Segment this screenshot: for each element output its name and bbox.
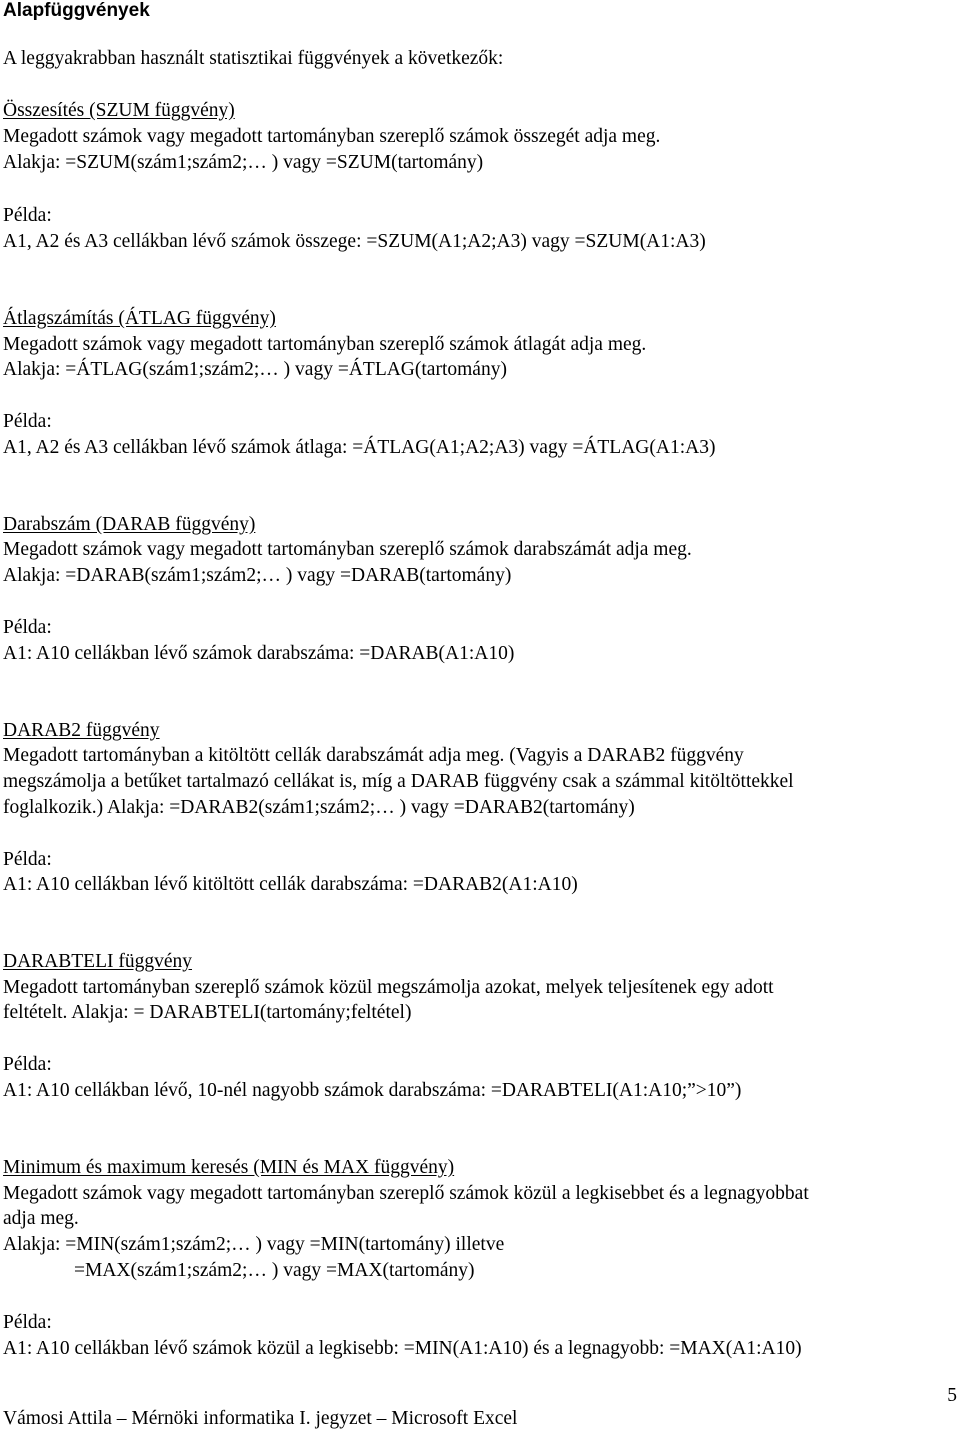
minmax-syntax-min: Alakja: =MIN(szám1;szám2;… ) vagy =MIN(tartomány) illetve bbox=[3, 1234, 505, 1255]
page-footer: Vámosi Attila – Mérnöki informatika I. jegyzet – Microsoft Excel bbox=[3, 1408, 518, 1429]
page-number: 5 bbox=[947, 1385, 957, 1406]
average-description: Megadott számok vagy megadott tartományban szereplő számok átlagát adja meg. bbox=[3, 334, 647, 355]
counta-example-label: Példa: bbox=[3, 849, 52, 870]
counta-description-line-2: megszámolja a betűket tartalmazó cellákat is, míg a DARAB függvény csak a számmal kitöltöttekkel bbox=[3, 771, 794, 792]
sum-example: A1, A2 és A3 cellákban lévő számok összege: =SZUM(A1;A2;A3) vagy =SZUM(A1:A3) bbox=[3, 231, 706, 252]
section-heading-counta: DARAB2 függvény bbox=[3, 720, 160, 741]
counta-description-line-1: Megadott tartományban a kitöltött cellák darabszámát adja meg. (Vagyis a DARAB2 függvény bbox=[3, 745, 744, 766]
section-heading-countif: DARABTELI függvény bbox=[3, 951, 193, 972]
minmax-description-line-2: adja meg. bbox=[3, 1208, 79, 1229]
minmax-description-line-1: Megadott számok vagy megadott tartományban szereplő számok közül a legkisebbet és a legnagyobbat bbox=[3, 1183, 809, 1204]
page-title: Alapfüggvények bbox=[3, 0, 150, 21]
section-heading-sum: Összesítés (SZUM függvény) bbox=[3, 100, 235, 121]
average-example: A1, A2 és A3 cellákban lévő számok átlaga: =ÁTLAG(A1;A2;A3) vagy =ÁTLAG(A1:A3) bbox=[3, 437, 716, 458]
count-description: Megadott számok vagy megadott tartományban szereplő számok darabszámát adja meg. bbox=[3, 539, 692, 560]
counta-example: A1: A10 cellákban lévő kitöltött cellák darabszáma: =DARAB2(A1:A10) bbox=[3, 874, 578, 895]
section-heading-average: Átlagszámítás (ÁTLAG függvény) bbox=[3, 308, 276, 329]
countif-example: A1: A10 cellákban lévő, 10-nél nagyobb számok darabszáma: =DARABTELI(A1:A10;”>10”) bbox=[3, 1080, 742, 1101]
counta-description-line-3: foglalkozik.) Alakja: =DARAB2(szám1;szám2;… ) vagy =DARAB2(tartomány) bbox=[3, 797, 635, 818]
sum-description: Megadott számok vagy megadott tartományban szereplő számok összegét adja meg. bbox=[3, 126, 661, 147]
count-syntax: Alakja: =DARAB(szám1;szám2;… ) vagy =DARAB(tartomány) bbox=[3, 565, 512, 586]
section-heading-minmax: Minimum és maximum keresés (MIN és MAX függvény) bbox=[3, 1157, 455, 1178]
count-example-label: Példa: bbox=[3, 617, 52, 638]
sum-example-label: Példa: bbox=[3, 205, 52, 226]
sum-syntax: Alakja: =SZUM(szám1;szám2;… ) vagy =SZUM(tartomány) bbox=[3, 152, 484, 173]
minmax-syntax-max: =MAX(szám1;szám2;… ) vagy =MAX(tartomány) bbox=[74, 1260, 475, 1281]
countif-description-line-2: feltételt. Alakja: = DARABTELI(tartomány;feltétel) bbox=[3, 1002, 412, 1023]
count-example: A1: A10 cellákban lévő számok darabszáma: =DARAB(A1:A10) bbox=[3, 643, 515, 664]
intro-text: A leggyakrabban használt statisztikai függvények a következők: bbox=[3, 48, 504, 69]
countif-description-line-1: Megadott tartományban szereplő számok közül megszámolja azokat, melyek teljesítenek egy adott bbox=[3, 977, 774, 998]
minmax-example: A1: A10 cellákban lévő számok közül a legkisebb: =MIN(A1:A10) és a legnagyobb: =MAX(A1:A10) bbox=[3, 1338, 802, 1359]
average-syntax: Alakja: =ÁTLAG(szám1;szám2;… ) vagy =ÁTLAG(tartomány) bbox=[3, 359, 507, 380]
countif-example-label: Példa: bbox=[3, 1054, 52, 1075]
average-example-label: Példa: bbox=[3, 411, 52, 432]
minmax-example-label: Példa: bbox=[3, 1312, 52, 1333]
section-heading-count: Darabszám (DARAB függvény) bbox=[3, 514, 256, 535]
